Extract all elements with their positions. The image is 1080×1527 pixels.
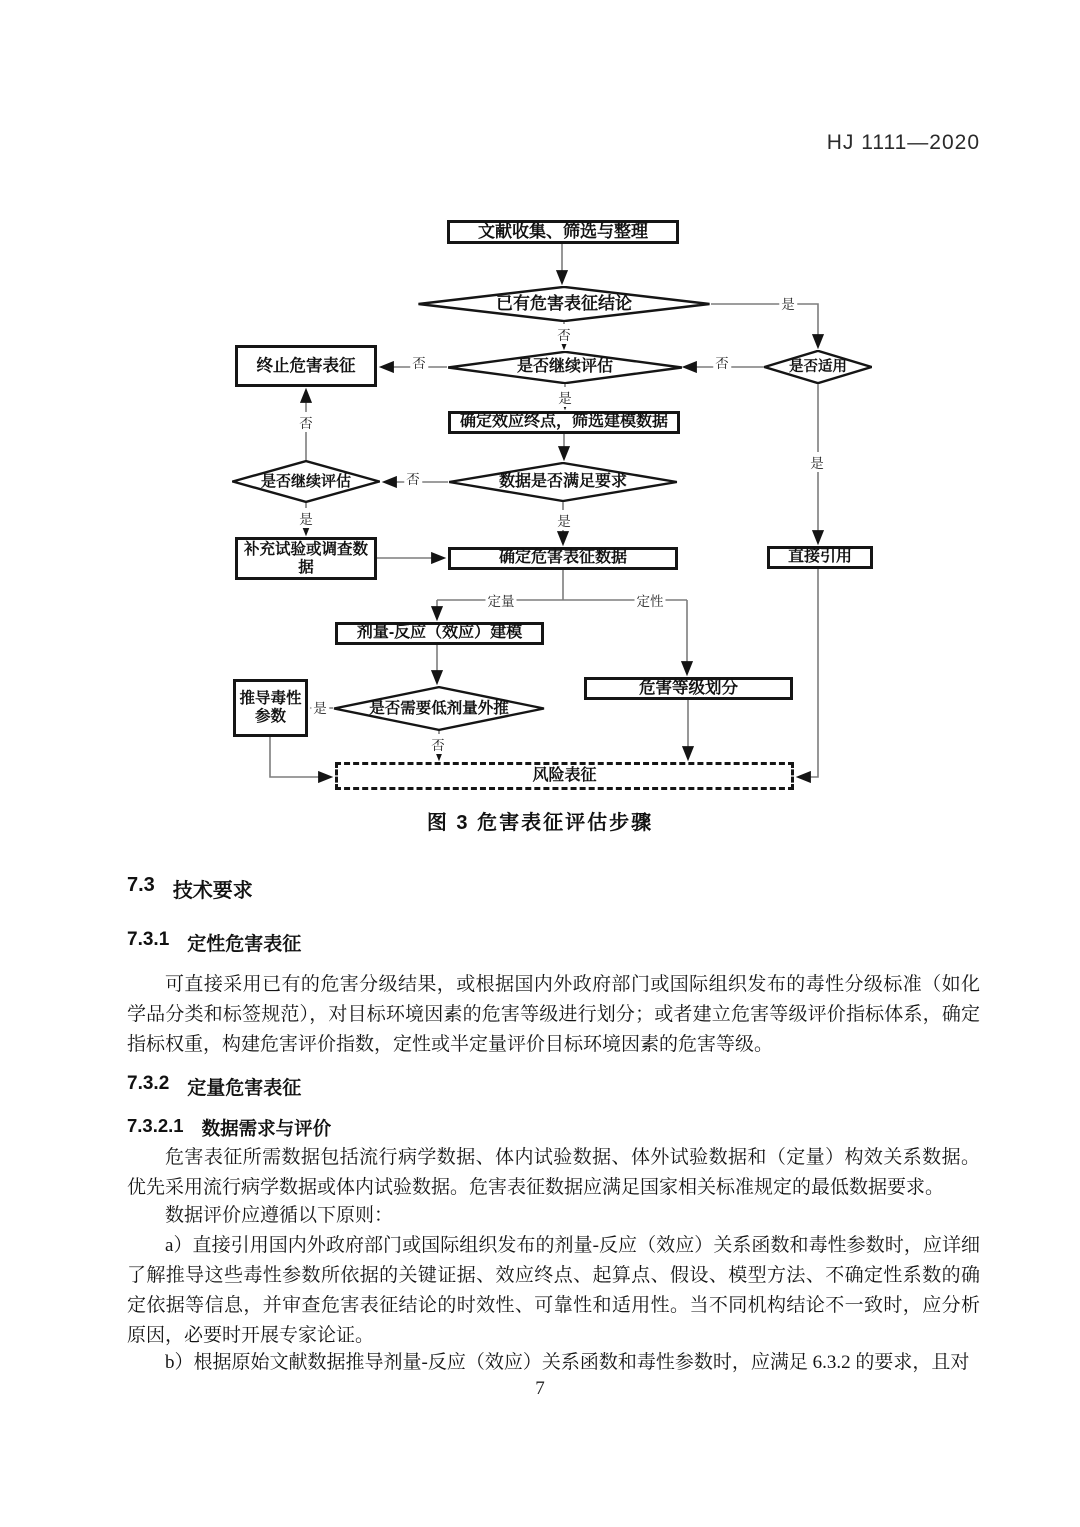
- flow-decision-continue-assessment-top: 是否继续评估: [447, 351, 683, 384]
- edge-label-yes: 是: [808, 452, 826, 472]
- edge-label-yes: 是: [555, 510, 573, 530]
- paragraph-7-3-1: 可直接采用已有的危害分级结果，或根据国内外政府部门或国际组织发布的毒性分级标准（如化学品分类和标签规范），对目标环境因素的危害等级进行划分；或者建立危害等级评价指标体系，确定指标权重，构建危害评价指数，定性或半定量评价目标环境因素的危害等级。: [127, 974, 980, 1055]
- paragraph-principle-a: a）直接引用国内外政府部门或国际组织发布的剂量-反应（效应）关系函数和毒性参数时，应详细了解推导这些毒性参数所依据的关键证据、效应终点、起算点、假设、模型方法、不确定性系数的确定依据等信息，并审查危害表征结论的时效性、可靠性和适用性。当不同机构结论不一致时，应分析原因，必要时开展专家论证。: [127, 1235, 980, 1346]
- edge-label-no: 否: [713, 352, 731, 372]
- edge-label-quantitative: 定量: [486, 590, 517, 610]
- flow-node-supplement-data: 补充试验或调查数据: [235, 537, 377, 580]
- section-heading-7-3-1: 7.3.1 定性危害表征: [127, 929, 302, 955]
- flow-node-direct-citation: 直接引用: [767, 546, 873, 569]
- standard-number: HJ 1111—2020: [826, 131, 980, 154]
- edge-label-no: 否: [297, 412, 315, 432]
- edge-label-yes: 是: [311, 697, 329, 717]
- flow-decision-existing-conclusion: 已有危害表征结论: [417, 286, 711, 322]
- edge-label-no: 否: [429, 734, 447, 754]
- page-number: 7: [535, 1378, 545, 1399]
- flow-node-determine-characterization-data: 确定危害表征数据: [448, 547, 678, 570]
- edge-label-no: 否: [555, 324, 573, 344]
- edge-label-no: 否: [404, 468, 422, 488]
- edge-label-no: 否: [410, 352, 428, 372]
- flow-node-dose-response-modeling: 剂量-反应（效应）建模: [335, 622, 544, 645]
- section-heading-7-3-2-1: 7.3.2.1 数据需求与评价: [127, 1115, 332, 1139]
- flow-node-risk-characterization: 风险表征: [335, 762, 794, 790]
- edge-label-yes: 是: [779, 293, 797, 313]
- flow-decision-continue-assessment-left: 是否继续评估: [232, 460, 380, 503]
- section-heading-7-3: 7.3 技术要求: [127, 874, 253, 902]
- section-heading-7-3-2: 7.3.2 定量危害表征: [127, 1073, 302, 1099]
- figure-caption: 图 3 危害表征评估步骤: [426, 812, 654, 834]
- flow-node-terminate-characterization: 终止危害表征: [235, 345, 377, 387]
- flow-node-determine-endpoint: 确定效应终点，筛选建模数据: [448, 411, 680, 434]
- edge-label-yes: 是: [556, 387, 574, 407]
- edge-label-qualitative: 定性: [635, 590, 666, 610]
- flow-node-derive-toxicity-parameters: 推导毒性参数: [233, 679, 308, 737]
- edge-label-yes: 是: [297, 508, 315, 528]
- flow-node-hazard-grade-classification: 危害等级划分: [584, 677, 793, 700]
- paragraph-7-3-2-1: 危害表征所需数据包括流行病学数据、体内试验数据、体外试验数据和（定量）构效关系数据。优先采用流行病学数据或体内试验数据。危害表征数据应满足国家相关标准规定的最低数据要求。: [127, 1147, 980, 1198]
- flow-decision-data-meets-requirements: 数据是否满足要求: [448, 462, 678, 502]
- flow-decision-applicable: 是否适用: [764, 350, 872, 384]
- flow-decision-low-dose-extrapolation: 是否需要低剂量外推: [333, 686, 545, 731]
- paragraph-principles-intro: 数据评价应遵循以下原则：: [165, 1205, 394, 1226]
- flow-node-literature-collection: 文献收集、筛选与整理: [447, 220, 679, 244]
- paragraph-principle-b: b）根据原始文献数据推导剂量-反应（效应）关系函数和毒性参数时，应满足 6.3.2 的要求，且对: [165, 1352, 970, 1373]
